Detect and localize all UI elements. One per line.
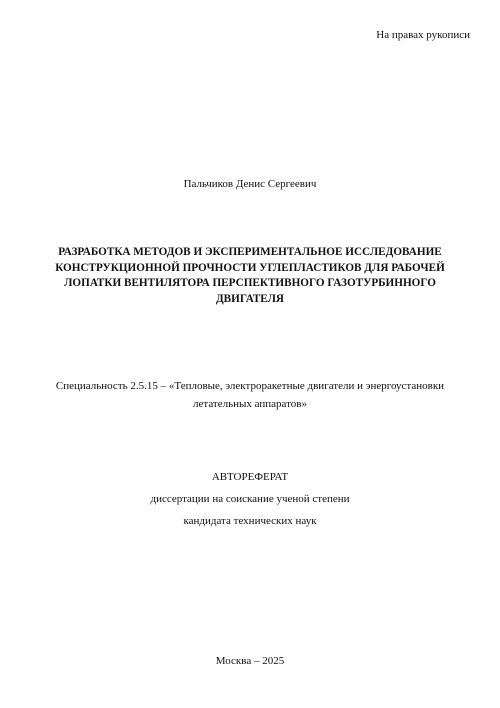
abstract-degree: кандидата технических наук <box>183 515 317 527</box>
abstract-block <box>0 471 500 537</box>
specialty <box>20 377 480 413</box>
manuscript-note: На правах рукописи <box>376 29 470 41</box>
title-line: РАЗРАБОТКА МЕТОДОВ И ЭКСПЕРИМЕНТАЛЬНОЕ ИССЛЕДОВАНИЕ <box>58 246 442 258</box>
abstract-type: АВТОРЕФЕРАТ <box>211 471 289 483</box>
dissertation-title <box>30 245 470 307</box>
title-line: ЛОПАТКИ ВЕНТИЛЯТОРА ПЕРСПЕКТИВНОГО ГАЗОТУРБИННОГО <box>64 277 436 289</box>
place-year: Москва – 2025 <box>215 655 285 667</box>
abstract-purpose: диссертации на соискание ученой степени <box>150 493 350 505</box>
title-line: ДВИГАТЕЛЯ <box>215 292 285 305</box>
specialty-line: Специальность 2.5.15 – «Тепловые, электроракетные двигатели и энергоустановки <box>55 380 445 392</box>
author-name: Пальчиков Денис Сергеевич <box>183 178 317 190</box>
title-line: КОНСТРУКЦИОННОЙ ПРОЧНОСТИ УГЛЕПЛАСТИКОВ ДЛЯ РАБОЧЕЙ <box>55 261 445 274</box>
specialty-line: летательных аппаратов» <box>193 398 307 410</box>
